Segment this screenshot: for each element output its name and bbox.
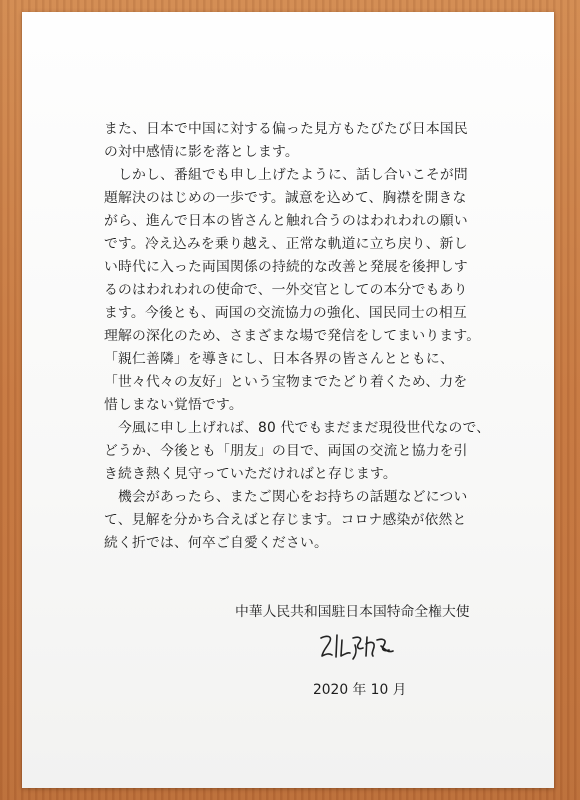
handwritten-signature <box>317 626 397 666</box>
letter-line: 機会があったら、またご関心をお持ちの話題などについ <box>104 489 468 505</box>
letter-line: 今風に申し上げれば、80 代でもまだまだ現役世代なので、 <box>104 420 491 436</box>
letter-line: るのはわれわれの使命で、一外交官としての本分でもあり <box>104 282 468 298</box>
letter-line: です。冷え込みを乗り越え、正常な軌道に立ち戻り、新し <box>104 236 468 252</box>
letter-line: い時代に入った両国関係の持続的な改善と発展を後押しす <box>104 259 468 275</box>
letter-line: ます。今後とも、両国の交流協力の強化、国民同士の相互 <box>104 305 467 321</box>
letter-date: 2020 年 10 月 <box>313 682 407 698</box>
letter-line: き続き熱く見守っていただければと存じます。 <box>104 466 397 482</box>
letter-line: の対中感情に影を落とします。 <box>104 144 299 160</box>
letter-line: 理解の深化のため、さまざまな場で発信をしてまいります。 <box>104 328 481 344</box>
letter-line: 「世々代々の友好」という宝物までたどり着くため、力を <box>104 374 468 390</box>
sender-title: 中華人民共和国駐日本国特命全権大使 <box>235 604 470 620</box>
letter-line: また、日本で中国に対する偏った見方もたびたび日本国民 <box>104 121 468 137</box>
letter-line: 惜しまない覚悟です。 <box>104 397 243 413</box>
letter-line: 続く折では、何卒ご自愛ください。 <box>104 535 328 551</box>
letter-line: 題解決のはじめの一歩です。誠意を込めて、胸襟を開きな <box>104 190 467 206</box>
letter-line: て、見解を分かち合えばと存じます。コロナ感染が依然と <box>104 512 467 528</box>
letter-paper <box>22 12 554 788</box>
letter-line: 「親仁善隣」を導きにし、日本各界の皆さんとともに、 <box>104 351 454 367</box>
letter-line: どうか、今後とも「朋友」の目で、両国の交流と協力を引 <box>104 443 468 459</box>
letter-line: しかし、番組でも申し上げたように、話し合いこそが問 <box>104 167 468 183</box>
letter-body <box>104 118 504 555</box>
letter-line: がら、進んで日本の皆さんと触れ合うのはわれわれの願い <box>104 213 468 229</box>
